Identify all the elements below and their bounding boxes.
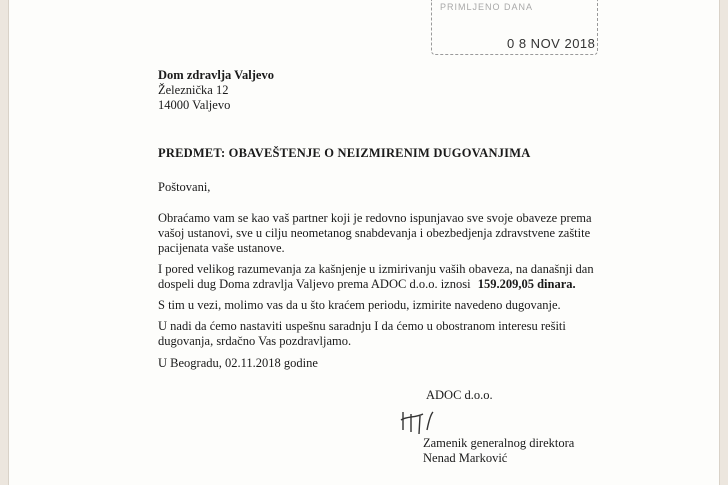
paragraph3: S tim u vezi, molimo vas da u što kraćem periodu, izmirite navedeno dugovanje. — [158, 298, 561, 312]
page-frame-right — [719, 0, 728, 485]
recipient-city: 14000 Valjevo — [158, 98, 231, 112]
debt-amount: 159.209,05 dinara. — [477, 277, 576, 291]
paragraph4-line2: dugovanja, srdačno Vas pozdravljamo. — [158, 334, 352, 348]
paragraph1-line2: vašoj ustanovi, sve u cilju neometanog snabdevanja i obezbedjenja zdravstvene zaštite — [158, 226, 591, 240]
place-date: U Beogradu, 02.11.2018 godine — [158, 356, 318, 370]
sender-title: Zamenik generalnog direktora — [423, 436, 575, 450]
stamp-date: 0 8 NOV 2018 — [507, 36, 596, 51]
salutation: Poštovani, — [158, 180, 211, 194]
paragraph2-line2 — [158, 277, 576, 292]
paragraph2-line1: I pored velikog razumevanja za kašnjenje u izmirivanju vaših obaveza, na današnji dan — [158, 262, 594, 276]
signature — [397, 400, 447, 440]
paragraph1-line1: Obraćamo vam se kao vaš partner koji je redovno ispunjavao sve svoje obaveze prema — [158, 211, 592, 225]
sender-company: ADOC d.o.o. — [426, 388, 493, 402]
paragraph1-line3: pacijenata vaše ustanove. — [158, 241, 285, 255]
received-stamp — [431, 0, 598, 55]
letter-page — [9, 0, 719, 485]
recipient-street: Železnička 12 — [158, 83, 229, 97]
recipient-name: Dom zdravlja Valjevo — [158, 68, 274, 82]
subject-line: PREDMET: OBAVEŠTENJE O NEIZMIRENIM DUGOVANJIMA — [158, 146, 531, 160]
sender-name: Nenad Marković — [423, 451, 508, 465]
paragraph2-text: dospeli dug Doma zdravlja Valjevo prema ADOC d.o.o. iznosi — [158, 277, 471, 291]
page-frame-left — [0, 0, 9, 485]
stamp-header: PRIMLJENO DANA — [440, 2, 534, 12]
paragraph4-line1: U nadi da ćemo nastaviti uspešnu saradnju I da ćemo u obostranom interesu rešiti — [158, 319, 566, 333]
signature-strokes — [401, 412, 433, 434]
